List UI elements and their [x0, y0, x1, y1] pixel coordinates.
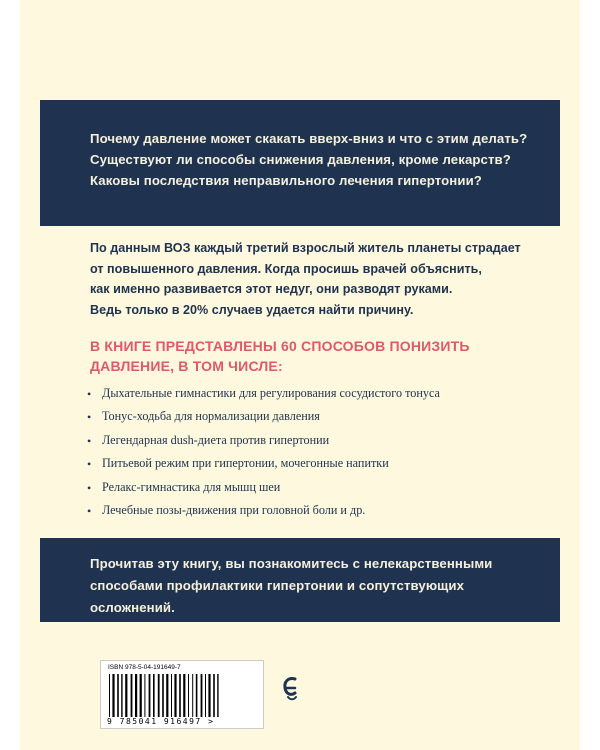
- list-item-text: Дыхательные гимнастики для регулирования сосудистого тонуса: [102, 386, 440, 400]
- publisher-logo-icon: [282, 673, 298, 705]
- list-item: [85, 456, 515, 471]
- question-line: Существуют ли способы снижения давления, кроме лекарств?: [90, 152, 511, 167]
- top-questions: [90, 128, 550, 191]
- headline-line: В КНИГЕ ПРЕДСТАВЛЕНЫ 60 СПОСОБОВ ПОНИЗИТЬ: [90, 338, 470, 354]
- bullet-icon: •: [87, 457, 92, 472]
- isbn-number: ISBN 978-5-04-191649-7: [108, 664, 181, 671]
- summary-line: Прочитав эту книгу, вы познакомитесь с нелекарственными: [90, 556, 493, 571]
- intro-line: от повышенного давления. Когда просишь врачей объяснить,: [90, 261, 482, 276]
- list-item: [85, 386, 515, 401]
- list-item-text: Тонус-ходьба для нормализации давления: [102, 409, 320, 424]
- intro-line: По данным ВОЗ каждый третий взрослый житель планеты страдает: [90, 241, 521, 255]
- list-item-text: Лечебные позы-движения при головной боли и др.: [102, 502, 366, 517]
- methods-headline: [90, 336, 510, 376]
- list-item: [85, 409, 515, 424]
- isbn-barcode: [100, 660, 264, 729]
- bullet-icon: •: [87, 433, 92, 448]
- question-line: Каковы последствия неправильного лечения гипертонии?: [90, 173, 482, 188]
- summary-line: способами профилактики гипертонии и сопутствующих осложнений.: [90, 578, 465, 615]
- methods-list: [85, 386, 515, 526]
- bullet-icon: •: [87, 387, 92, 401]
- bullet-icon: •: [87, 410, 92, 425]
- bullet-icon: •: [87, 503, 92, 518]
- intro-line: как именно развивается этот недуг, они разводят руками.: [90, 282, 453, 296]
- list-item: [85, 480, 515, 495]
- list-item: [85, 433, 515, 448]
- list-item-text: Релакс-гимнастика для мышц шеи: [102, 479, 281, 494]
- intro-line: Ведь только в 20% случаев удается найти причину.: [90, 302, 414, 317]
- barcode-digits: 9 785041 916497 >: [107, 717, 215, 726]
- question-line: Почему давление может скакать вверх-вниз и что с этим делать?: [90, 131, 528, 146]
- headline-line: ДАВЛЕНИЕ, В ТОМ ЧИСЛЕ:: [90, 358, 283, 374]
- list-item-text: Легендарная dush-диета против гипертонии: [102, 432, 330, 447]
- intro-paragraph: [90, 238, 530, 320]
- bottom-summary: [90, 553, 550, 619]
- list-item: [85, 503, 515, 518]
- bullet-icon: •: [87, 480, 92, 495]
- list-item-text: Питьевой режим при гипертонии, мочегонные напитки: [102, 456, 389, 471]
- barcode-bars: [107, 674, 257, 717]
